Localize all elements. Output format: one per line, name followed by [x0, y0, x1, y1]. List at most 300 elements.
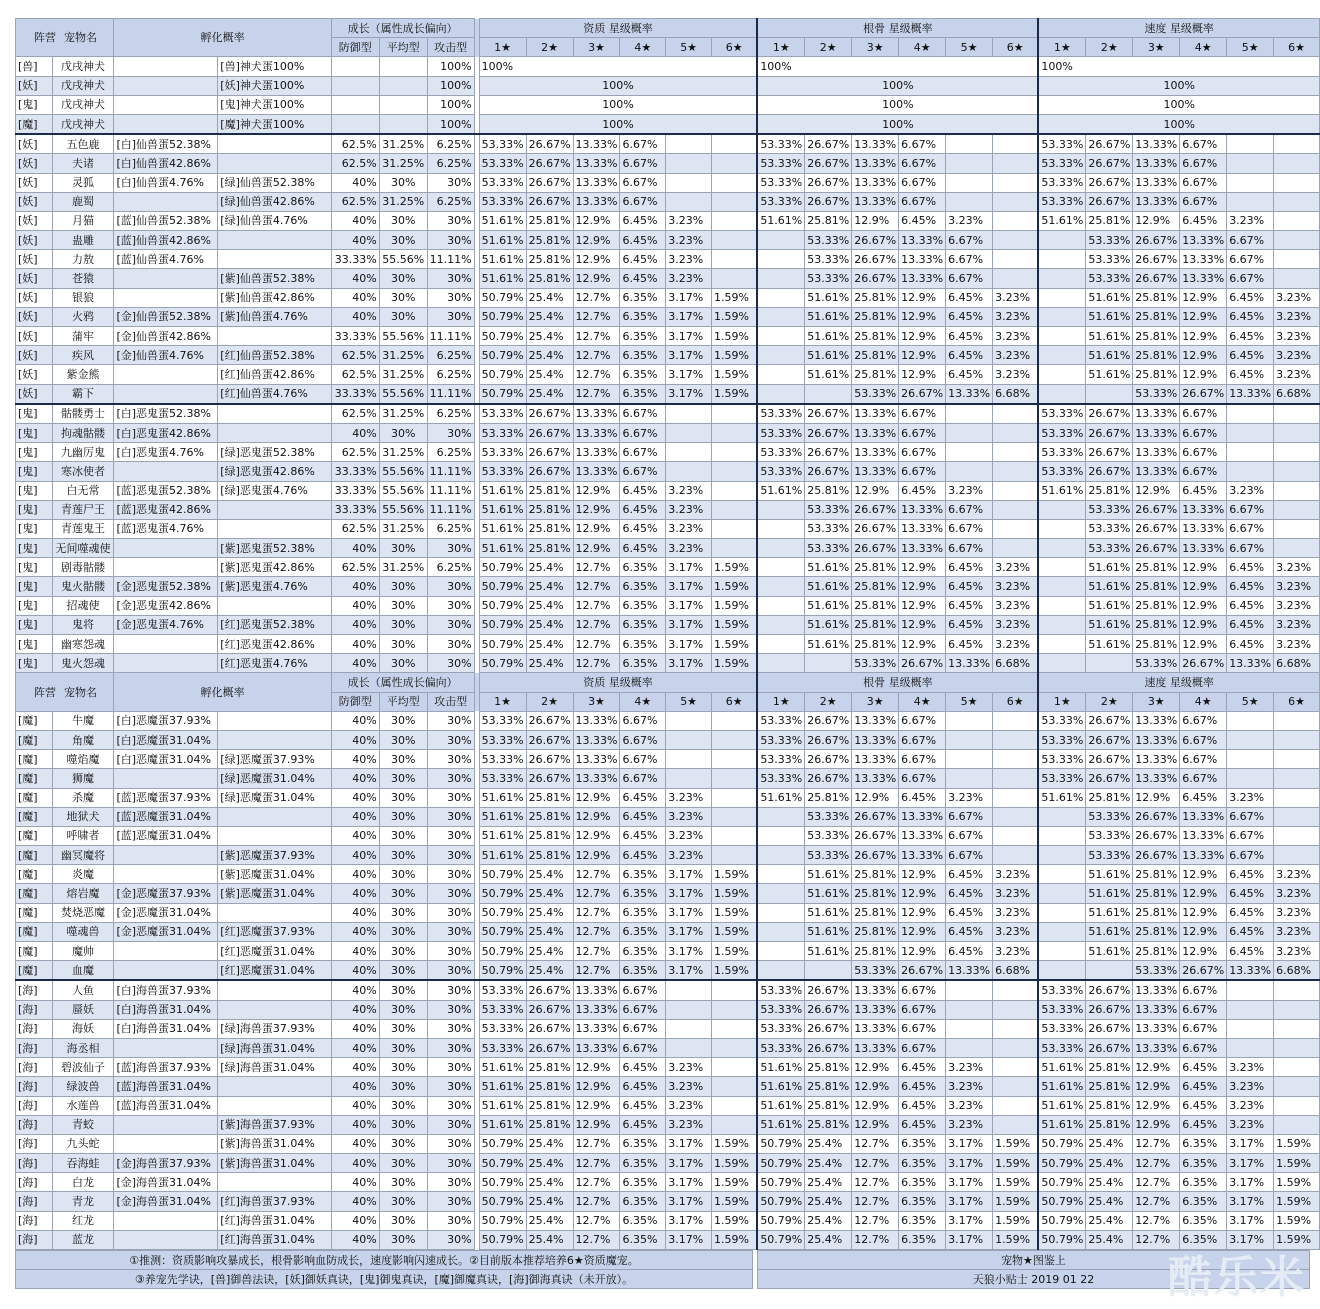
bone-star-2: 26.67%: [805, 1019, 852, 1038]
growth-def-cell: 40%: [331, 1058, 379, 1077]
camp-cell: [鬼]: [16, 95, 53, 114]
bone-star-6: 1.59%: [993, 1211, 1039, 1230]
aptitude-star-5: 3.17%: [666, 558, 712, 577]
bone-star-5: [946, 173, 993, 192]
pet-name-cell: 夫诸: [52, 154, 114, 173]
aptitude-star-2: 25.81%: [526, 231, 573, 250]
camp-cell: [鬼]: [16, 596, 53, 615]
aptitude-star-2: 25.4%: [526, 865, 573, 884]
hatch-cell-1: [蓝]海兽蛋31.04%: [114, 1096, 218, 1115]
bone-star-5: [946, 711, 993, 730]
pet-name-cell: 苍猿: [52, 269, 114, 288]
bone-star-4: 6.67%: [899, 1000, 946, 1019]
speed-star-1: [1038, 922, 1085, 941]
bone-star-4: 6.67%: [899, 980, 946, 1000]
aptitude-star-1: 50.79%: [479, 884, 526, 903]
bone-star-1: [757, 539, 804, 558]
aptitude-star-5: 3.23%: [666, 846, 712, 865]
hatch-cell-2: [218, 730, 331, 749]
speed-star-3: 25.81%: [1133, 635, 1180, 654]
header-star-6: 6★: [712, 692, 758, 711]
table-row: [16, 1019, 1320, 1038]
bone-star-4: 6.67%: [899, 730, 946, 749]
growth-atk-cell: 30%: [427, 288, 474, 307]
growth-atk-cell: 11.11%: [427, 327, 474, 346]
hatch-cell-2: [218, 519, 331, 538]
aptitude-star-3: 12.7%: [573, 635, 620, 654]
pet-name-cell: 戊戌神犬: [52, 95, 114, 114]
header-camp-pet: [16, 19, 114, 57]
aptitude-star-3: 12.9%: [573, 500, 620, 519]
speed-star-3: 13.33%: [1133, 750, 1180, 769]
speed-star-5: [1227, 404, 1274, 424]
aptitude-star-2: 26.67%: [526, 1000, 573, 1019]
speed-star-5: 6.67%: [1227, 269, 1274, 288]
aptitude-star-4: 6.45%: [620, 1096, 666, 1115]
growth-def-cell: 40%: [331, 846, 379, 865]
bone-star-4: 6.67%: [899, 404, 946, 424]
growth-def-cell: 62.5%: [331, 443, 379, 462]
bone-star-2: 51.61%: [805, 922, 852, 941]
aptitude-star-6: 1.59%: [712, 903, 758, 922]
table-row: [16, 730, 1320, 749]
header-speed: 速度 星级概率: [1038, 19, 1319, 38]
bone-star-2: 51.61%: [805, 942, 852, 961]
aptitude-star-6: [712, 1077, 758, 1096]
pet-name-cell: 五色鹿: [52, 134, 114, 154]
bone-cell: 100%: [757, 57, 1038, 76]
pet-name-cell: 鹿蜀: [52, 192, 114, 211]
aptitude-star-5: [666, 730, 712, 749]
aptitude-star-3: 12.7%: [573, 961, 620, 981]
growth-def-cell: [331, 95, 379, 114]
bone-star-3: 25.81%: [852, 346, 899, 365]
bone-star-6: 3.23%: [993, 903, 1039, 922]
bone-star-6: [993, 481, 1039, 500]
speed-star-6: 1.59%: [1274, 1173, 1320, 1192]
speed-star-2: 53.33%: [1086, 539, 1133, 558]
aptitude-star-4: 6.67%: [620, 769, 666, 788]
bone-star-3: 26.67%: [852, 269, 899, 288]
header-aptitude: 资质 星级概率: [479, 673, 757, 692]
table-row: [16, 1038, 1320, 1057]
speed-star-4: 12.9%: [1180, 327, 1227, 346]
bone-star-3: 25.81%: [852, 615, 899, 634]
speed-star-1: 53.33%: [1038, 134, 1085, 154]
bone-star-3: 25.81%: [852, 365, 899, 384]
bone-star-4: 6.67%: [899, 769, 946, 788]
camp-cell: [海]: [16, 1192, 53, 1211]
bone-star-2: [805, 654, 852, 673]
aptitude-star-1: 50.79%: [479, 365, 526, 384]
growth-def-cell: 62.5%: [331, 192, 379, 211]
speed-star-2: 26.67%: [1086, 154, 1133, 173]
speed-star-4: 26.67%: [1180, 961, 1227, 981]
table-row: [16, 57, 1320, 76]
speed-star-6: [1274, 1096, 1320, 1115]
camp-cell: [海]: [16, 980, 53, 1000]
speed-star-6: 3.23%: [1274, 307, 1320, 326]
bone-star-5: 6.67%: [946, 500, 993, 519]
table-row: [16, 539, 1320, 558]
bone-star-1: [757, 826, 804, 845]
aptitude-star-2: 25.81%: [526, 1058, 573, 1077]
aptitude-star-6: [712, 980, 758, 1000]
hatch-cell-1: [白]海兽蛋37.93%: [114, 980, 218, 1000]
growth-atk-cell: 6.25%: [427, 404, 474, 424]
camp-cell: [鬼]: [16, 500, 53, 519]
bone-star-3: 25.81%: [852, 558, 899, 577]
growth-atk-cell: 30%: [427, 423, 474, 442]
pet-name-cell: 白无常: [52, 481, 114, 500]
bone-star-2: 25.4%: [805, 1173, 852, 1192]
bone-star-5: 6.45%: [946, 365, 993, 384]
hatch-cell-2: [紫]仙兽蛋4.76%: [218, 307, 331, 326]
speed-star-4: 6.67%: [1180, 423, 1227, 442]
aptitude-star-3: 12.7%: [573, 288, 620, 307]
bone-star-4: 6.67%: [899, 173, 946, 192]
camp-cell: [妖]: [16, 365, 53, 384]
bone-star-5: 3.23%: [946, 788, 993, 807]
aptitude-star-4: 6.35%: [620, 961, 666, 981]
bone-star-1: [757, 615, 804, 634]
pet-name-cell: 红龙: [52, 1211, 114, 1230]
bone-star-1: [757, 346, 804, 365]
speed-star-2: 51.61%: [1086, 346, 1133, 365]
speed-star-4: 12.9%: [1180, 942, 1227, 961]
speed-star-3: 25.81%: [1133, 558, 1180, 577]
aptitude-star-6: [712, 807, 758, 826]
hatch-cell-1: [金]恶鬼蛋52.38%: [114, 577, 218, 596]
aptitude-star-3: 12.9%: [573, 231, 620, 250]
speed-star-5: 13.33%: [1227, 654, 1274, 673]
bone-star-2: 51.61%: [805, 596, 852, 615]
bone-star-5: 13.33%: [946, 654, 993, 673]
bone-star-6: 3.23%: [993, 288, 1039, 307]
speed-star-3: 13.33%: [1133, 423, 1180, 442]
aptitude-star-5: [666, 173, 712, 192]
aptitude-star-1: 50.79%: [479, 922, 526, 941]
camp-cell: [鬼]: [16, 615, 53, 634]
aptitude-star-4: 6.67%: [620, 443, 666, 462]
bone-star-1: [757, 807, 804, 826]
growth-avg-cell: 31.25%: [379, 346, 427, 365]
growth-def-cell: 40%: [331, 288, 379, 307]
hatch-cell-1: [金]恶魔蛋37.93%: [114, 884, 218, 903]
aptitude-star-1: 53.33%: [479, 730, 526, 749]
bone-star-2: 26.67%: [805, 769, 852, 788]
speed-star-4: 6.67%: [1180, 1019, 1227, 1038]
bone-star-4: 6.45%: [899, 788, 946, 807]
bone-star-1: 53.33%: [757, 134, 804, 154]
bone-star-5: 6.45%: [946, 307, 993, 326]
bone-star-2: 53.33%: [805, 269, 852, 288]
aptitude-star-6: [712, 1038, 758, 1057]
hatch-cell-1: [114, 1038, 218, 1057]
header-star-3: 3★: [573, 38, 620, 57]
bone-star-6: 1.59%: [993, 1230, 1039, 1249]
growth-atk-cell: 6.25%: [427, 134, 474, 154]
speed-star-2: 53.33%: [1086, 500, 1133, 519]
header-hatch: 孵化概率: [114, 673, 331, 711]
growth-avg-cell: 31.25%: [379, 134, 427, 154]
bone-star-6: [993, 423, 1039, 442]
hatch-cell-1: [白]恶魔蛋37.93%: [114, 711, 218, 730]
aptitude-star-1: 51.61%: [479, 250, 526, 269]
hatch-cell-1: [金]海兽蛋37.93%: [114, 1154, 218, 1173]
aptitude-star-6: 1.59%: [712, 635, 758, 654]
hatch-cell-2: [绿]恶鬼蛋52.38%: [218, 443, 331, 462]
speed-star-6: [1274, 711, 1320, 730]
pet-name-cell: 灵狐: [52, 173, 114, 192]
aptitude-star-4: 6.35%: [620, 384, 666, 404]
aptitude-star-3: 12.9%: [573, 1115, 620, 1134]
bone-star-1: 50.79%: [757, 1154, 804, 1173]
speed-star-5: 6.45%: [1227, 865, 1274, 884]
bone-star-3: 12.9%: [852, 211, 899, 230]
aptitude-star-6: 1.59%: [712, 346, 758, 365]
pet-name-cell: 牛魔: [52, 711, 114, 730]
aptitude-star-5: [666, 1000, 712, 1019]
aptitude-star-3: 13.33%: [573, 134, 620, 154]
camp-cell: [魔]: [16, 788, 53, 807]
bone-star-2: 53.33%: [805, 500, 852, 519]
speed-cell: 100%: [1038, 57, 1319, 76]
pet-name-cell: 霸下: [52, 384, 114, 404]
aptitude-star-4: 6.67%: [620, 1019, 666, 1038]
hatch-cell-2: [绿]海兽蛋31.04%: [218, 1038, 331, 1057]
aptitude-star-5: 3.17%: [666, 307, 712, 326]
aptitude-star-3: 13.33%: [573, 730, 620, 749]
bone-star-6: [993, 269, 1039, 288]
bone-star-4: 12.9%: [899, 615, 946, 634]
hatch-cell-1: [蓝]仙兽蛋42.86%: [114, 231, 218, 250]
aptitude-star-3: 12.7%: [573, 1230, 620, 1249]
aptitude-star-4: 6.35%: [620, 596, 666, 615]
aptitude-star-2: 25.4%: [526, 288, 573, 307]
aptitude-star-6: [712, 1058, 758, 1077]
speed-star-3: 25.81%: [1133, 596, 1180, 615]
aptitude-star-3: 12.9%: [573, 1058, 620, 1077]
aptitude-star-3: 12.7%: [573, 596, 620, 615]
table-row: [16, 1058, 1320, 1077]
speed-star-1: [1038, 269, 1085, 288]
speed-star-3: 25.81%: [1133, 327, 1180, 346]
growth-atk-cell: 30%: [427, 1230, 474, 1249]
aptitude-star-2: 25.4%: [526, 1154, 573, 1173]
speed-star-3: 13.33%: [1133, 769, 1180, 788]
bone-star-3: 26.67%: [852, 519, 899, 538]
table-row: [16, 462, 1320, 481]
aptitude-star-2: 25.4%: [526, 365, 573, 384]
aptitude-star-4: 6.35%: [620, 903, 666, 922]
aptitude-star-1: 53.33%: [479, 134, 526, 154]
speed-star-1: 53.33%: [1038, 980, 1085, 1000]
aptitude-star-5: [666, 462, 712, 481]
hatch-cell-1: [114, 1115, 218, 1134]
bone-star-2: 25.81%: [805, 1096, 852, 1115]
growth-def-cell: 40%: [331, 1000, 379, 1019]
pet-name-cell: 噬焰魔: [52, 750, 114, 769]
aptitude-star-2: 25.81%: [526, 788, 573, 807]
growth-atk-cell: 100%: [427, 76, 474, 95]
bone-star-5: 6.67%: [946, 250, 993, 269]
bone-star-3: 13.33%: [852, 423, 899, 442]
bone-star-6: [993, 1058, 1039, 1077]
bone-star-6: [993, 519, 1039, 538]
growth-avg-cell: 30%: [379, 1077, 427, 1096]
hatch-cell-2: [紫]恶魔蛋37.93%: [218, 846, 331, 865]
speed-star-1: 53.33%: [1038, 173, 1085, 192]
growth-avg-cell: 31.25%: [379, 192, 427, 211]
table-row: [16, 577, 1320, 596]
speed-star-2: 26.67%: [1086, 443, 1133, 462]
header-star-4: 4★: [1180, 38, 1227, 57]
aptitude-star-1: 50.79%: [479, 307, 526, 326]
aptitude-star-4: 6.45%: [620, 826, 666, 845]
pet-name-cell: 呼啸者: [52, 826, 114, 845]
pet-name-cell: 戊戌神犬: [52, 76, 114, 95]
bone-star-5: [946, 404, 993, 424]
bone-star-2: 26.67%: [805, 173, 852, 192]
aptitude-star-4: 6.35%: [620, 346, 666, 365]
bone-star-6: [993, 539, 1039, 558]
bone-star-4: 26.67%: [899, 384, 946, 404]
camp-cell: [魔]: [16, 961, 53, 981]
table-row: [16, 1192, 1320, 1211]
aptitude-star-5: 3.23%: [666, 519, 712, 538]
speed-star-3: 25.81%: [1133, 615, 1180, 634]
bone-star-3: 25.81%: [852, 903, 899, 922]
speed-star-6: 1.59%: [1274, 1134, 1320, 1153]
bone-star-6: 3.23%: [993, 942, 1039, 961]
growth-atk-cell: 30%: [427, 884, 474, 903]
header-star-1: 1★: [1038, 38, 1085, 57]
pet-name-cell: 青莲尸王: [52, 500, 114, 519]
table-row: [16, 961, 1320, 981]
speed-star-6: 1.59%: [1274, 1192, 1320, 1211]
aptitude-star-5: 3.23%: [666, 1077, 712, 1096]
header-star-2: 2★: [1086, 38, 1133, 57]
bone-star-5: 3.17%: [946, 1192, 993, 1211]
aptitude-star-3: 12.9%: [573, 481, 620, 500]
aptitude-star-4: 6.35%: [620, 1173, 666, 1192]
speed-star-2: 53.33%: [1086, 250, 1133, 269]
speed-star-6: 3.23%: [1274, 365, 1320, 384]
bone-star-4: 6.67%: [899, 443, 946, 462]
table-row: [16, 500, 1320, 519]
aptitude-star-2: 25.81%: [526, 250, 573, 269]
speed-star-1: 53.33%: [1038, 730, 1085, 749]
speed-star-2: 53.33%: [1086, 846, 1133, 865]
bone-star-2: 25.81%: [805, 1077, 852, 1096]
camp-cell: [海]: [16, 1058, 53, 1077]
bone-star-5: 3.23%: [946, 481, 993, 500]
bone-star-1: [757, 922, 804, 941]
hatch-cell-1: [114, 865, 218, 884]
speed-star-4: 12.9%: [1180, 884, 1227, 903]
speed-star-3: 12.9%: [1133, 481, 1180, 500]
speed-star-3: 12.9%: [1133, 1058, 1180, 1077]
aptitude-star-2: 25.4%: [526, 346, 573, 365]
aptitude-star-6: [712, 423, 758, 442]
table-row: [16, 1115, 1320, 1134]
bone-star-5: 13.33%: [946, 384, 993, 404]
bone-star-2: 26.67%: [805, 730, 852, 749]
speed-star-2: 51.61%: [1086, 307, 1133, 326]
speed-star-1: 53.33%: [1038, 1019, 1085, 1038]
bone-star-3: 13.33%: [852, 1019, 899, 1038]
bone-star-3: 13.33%: [852, 154, 899, 173]
speed-star-4: 6.35%: [1180, 1134, 1227, 1153]
speed-star-2: 26.67%: [1086, 423, 1133, 442]
speed-star-6: [1274, 500, 1320, 519]
growth-def-cell: 62.5%: [331, 519, 379, 538]
speed-star-5: [1227, 462, 1274, 481]
speed-star-1: [1038, 327, 1085, 346]
bone-star-2: 51.61%: [805, 884, 852, 903]
hatch-cell-2: [紫]仙兽蛋52.38%: [218, 269, 331, 288]
header-star-1: 1★: [757, 692, 804, 711]
speed-star-1: [1038, 884, 1085, 903]
speed-star-4: 12.9%: [1180, 288, 1227, 307]
bone-star-3: 53.33%: [852, 654, 899, 673]
bone-star-1: 53.33%: [757, 423, 804, 442]
hatch-cell-1: [114, 961, 218, 981]
growth-avg-cell: 30%: [379, 615, 427, 634]
hatch-cell-2: [红]恶鬼蛋42.86%: [218, 635, 331, 654]
bone-star-5: 6.45%: [946, 346, 993, 365]
hatch-cell-1: [金]仙兽蛋4.76%: [114, 346, 218, 365]
bone-star-4: 6.35%: [899, 1211, 946, 1230]
aptitude-star-2: 25.4%: [526, 942, 573, 961]
bone-star-1: 50.79%: [757, 1230, 804, 1249]
growth-atk-cell: 30%: [427, 1134, 474, 1153]
speed-star-5: 3.23%: [1227, 788, 1274, 807]
bone-star-6: [993, 500, 1039, 519]
table-row: [16, 134, 1320, 154]
aptitude-star-6: 1.59%: [712, 1134, 758, 1153]
speed-star-4: 6.67%: [1180, 769, 1227, 788]
aptitude-star-2: 25.4%: [526, 635, 573, 654]
bone-star-5: 3.23%: [946, 1096, 993, 1115]
header-star-1: 1★: [1038, 692, 1085, 711]
bone-star-5: 3.23%: [946, 1077, 993, 1096]
header-star-2: 2★: [805, 692, 852, 711]
speed-star-2: 51.61%: [1086, 635, 1133, 654]
speed-star-3: 13.33%: [1133, 1019, 1180, 1038]
speed-star-3: 12.7%: [1133, 1211, 1180, 1230]
bone-star-5: 6.45%: [946, 635, 993, 654]
aptitude-star-5: 3.17%: [666, 942, 712, 961]
aptitude-star-6: [712, 788, 758, 807]
aptitude-star-1: 51.61%: [479, 1058, 526, 1077]
aptitude-star-5: 3.23%: [666, 788, 712, 807]
aptitude-star-2: 26.67%: [526, 423, 573, 442]
aptitude-star-3: 12.7%: [573, 307, 620, 326]
growth-avg-cell: 30%: [379, 884, 427, 903]
speed-star-2: 51.61%: [1086, 365, 1133, 384]
hatch-cell-1: [白]恶鬼蛋52.38%: [114, 404, 218, 424]
hatch-cell-1: [114, 654, 218, 673]
bone-star-6: 3.23%: [993, 346, 1039, 365]
bone-star-4: 12.9%: [899, 596, 946, 615]
bone-star-2: 51.61%: [805, 635, 852, 654]
speed-star-2: 53.33%: [1086, 519, 1133, 538]
aptitude-star-2: 25.4%: [526, 615, 573, 634]
speed-cell: 100%: [1038, 114, 1319, 134]
growth-avg-cell: 30%: [379, 903, 427, 922]
